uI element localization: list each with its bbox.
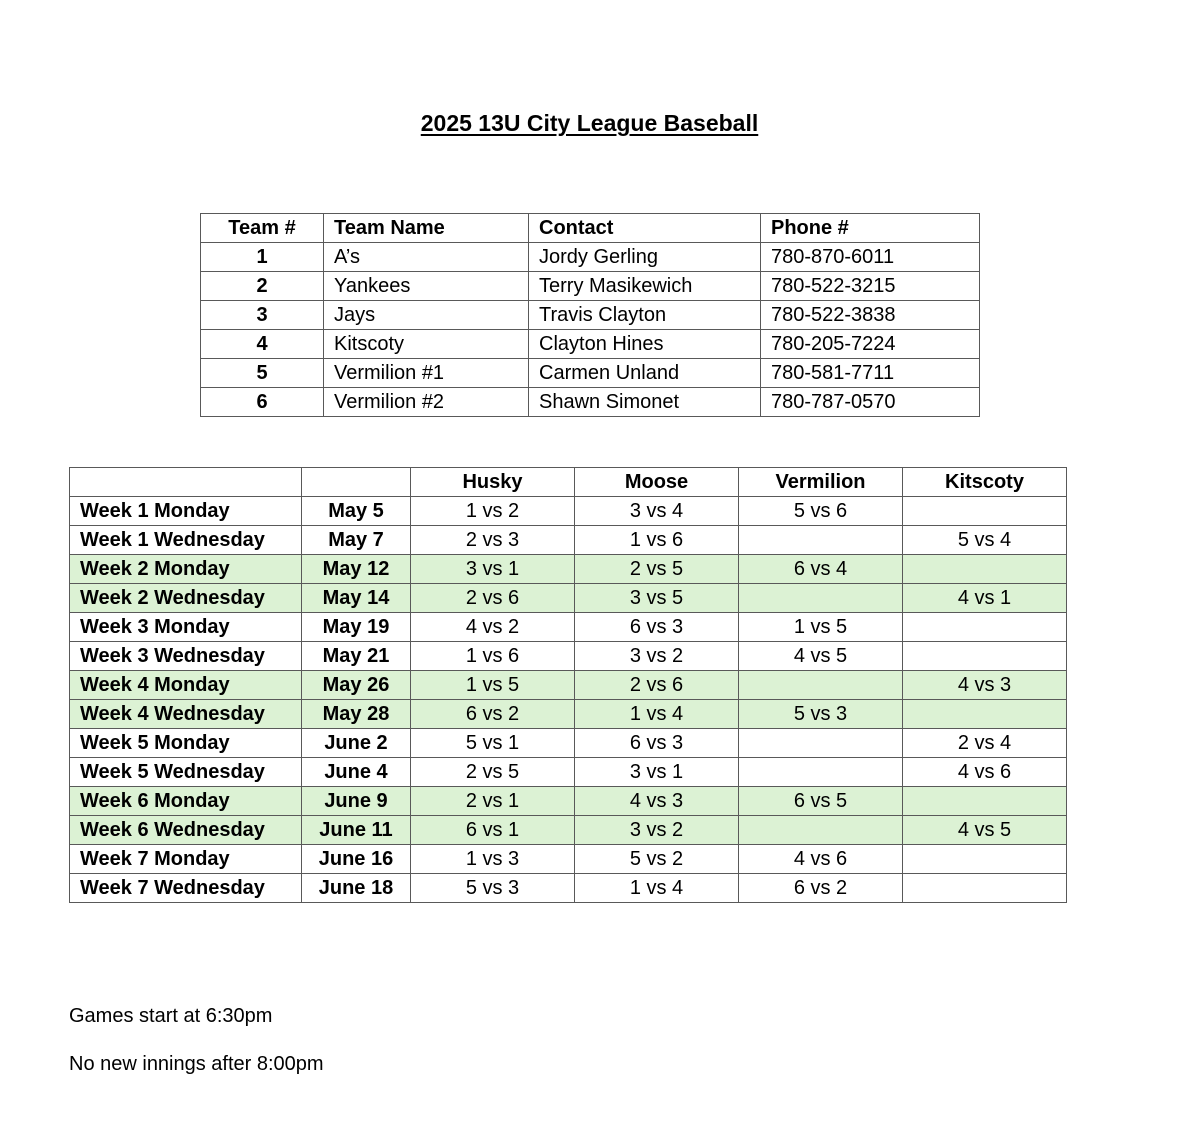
- vermilion-game-cell: [739, 526, 903, 555]
- moose-game-cell: 3 vs 5: [575, 584, 739, 613]
- table-row: [201, 243, 980, 272]
- teams-header-phone: Phone #: [761, 214, 980, 243]
- contact-cell: Travis Clayton: [529, 301, 761, 330]
- husky-game-cell: 6 vs 1: [411, 816, 575, 845]
- husky-game-cell: 2 vs 5: [411, 758, 575, 787]
- kitscoty-game-cell: 4 vs 6: [903, 758, 1067, 787]
- vermilion-game-cell: 4 vs 6: [739, 845, 903, 874]
- date-cell: May 7: [302, 526, 411, 555]
- schedule-header-week: [70, 468, 302, 497]
- husky-game-cell: 1 vs 5: [411, 671, 575, 700]
- vermilion-game-cell: 6 vs 2: [739, 874, 903, 903]
- kitscoty-game-cell: [903, 555, 1067, 584]
- kitscoty-game-cell: [903, 642, 1067, 671]
- moose-game-cell: 4 vs 3: [575, 787, 739, 816]
- vermilion-game-cell: 6 vs 5: [739, 787, 903, 816]
- kitscoty-game-cell: 4 vs 3: [903, 671, 1067, 700]
- contact-cell: Jordy Gerling: [529, 243, 761, 272]
- table-row: [70, 758, 1067, 787]
- table-row: [70, 642, 1067, 671]
- husky-game-cell: 1 vs 3: [411, 845, 575, 874]
- schedule-header-kitscoty: Kitscoty: [903, 468, 1067, 497]
- teams-header-row: [201, 214, 980, 243]
- date-cell: May 28: [302, 700, 411, 729]
- date-cell: May 19: [302, 613, 411, 642]
- moose-game-cell: 3 vs 2: [575, 642, 739, 671]
- phone-cell: 780-787-0570: [761, 388, 980, 417]
- husky-game-cell: 1 vs 2: [411, 497, 575, 526]
- week-cell: Week 5 Wednesday: [70, 758, 302, 787]
- week-cell: Week 6 Wednesday: [70, 816, 302, 845]
- team-name-cell: Yankees: [324, 272, 529, 301]
- vermilion-game-cell: [739, 671, 903, 700]
- moose-game-cell: 1 vs 6: [575, 526, 739, 555]
- kitscoty-game-cell: [903, 787, 1067, 816]
- moose-game-cell: 1 vs 4: [575, 700, 739, 729]
- kitscoty-game-cell: [903, 700, 1067, 729]
- note-start-time: Games start at 6:30pm: [69, 1005, 273, 1027]
- week-cell: Week 4 Monday: [70, 671, 302, 700]
- table-row: [201, 272, 980, 301]
- date-cell: June 18: [302, 874, 411, 903]
- kitscoty-game-cell: [903, 497, 1067, 526]
- husky-game-cell: 6 vs 2: [411, 700, 575, 729]
- vermilion-game-cell: [739, 729, 903, 758]
- kitscoty-game-cell: [903, 613, 1067, 642]
- kitscoty-game-cell: [903, 845, 1067, 874]
- kitscoty-game-cell: 4 vs 1: [903, 584, 1067, 613]
- team-name-cell: Kitscoty: [324, 330, 529, 359]
- table-row: [70, 816, 1067, 845]
- note-innings-limit: No new innings after 8:00pm: [69, 1053, 324, 1075]
- table-row: [70, 555, 1067, 584]
- team-number-cell: 3: [201, 301, 324, 330]
- table-row: [70, 787, 1067, 816]
- table-row: [70, 874, 1067, 903]
- week-cell: Week 2 Wednesday: [70, 584, 302, 613]
- table-row: [70, 613, 1067, 642]
- husky-game-cell: 3 vs 1: [411, 555, 575, 584]
- moose-game-cell: 3 vs 2: [575, 816, 739, 845]
- date-cell: June 11: [302, 816, 411, 845]
- teams-header-team-num: Team #: [201, 214, 324, 243]
- schedule-header-moose: Moose: [575, 468, 739, 497]
- date-cell: May 26: [302, 671, 411, 700]
- phone-cell: 780-522-3838: [761, 301, 980, 330]
- moose-game-cell: 5 vs 2: [575, 845, 739, 874]
- schedule-body: [70, 497, 1067, 903]
- kitscoty-game-cell: 2 vs 4: [903, 729, 1067, 758]
- phone-cell: 780-205-7224: [761, 330, 980, 359]
- vermilion-game-cell: 1 vs 5: [739, 613, 903, 642]
- schedule-header-row: [70, 468, 1067, 497]
- date-cell: June 2: [302, 729, 411, 758]
- team-name-cell: A’s: [324, 243, 529, 272]
- week-cell: Week 7 Wednesday: [70, 874, 302, 903]
- week-cell: Week 2 Monday: [70, 555, 302, 584]
- table-row: [70, 729, 1067, 758]
- moose-game-cell: 6 vs 3: [575, 729, 739, 758]
- week-cell: Week 6 Monday: [70, 787, 302, 816]
- phone-cell: 780-522-3215: [761, 272, 980, 301]
- teams-body: [201, 243, 980, 417]
- husky-game-cell: 4 vs 2: [411, 613, 575, 642]
- table-row: [70, 584, 1067, 613]
- document-title: 2025 13U City League Baseball: [420, 110, 759, 136]
- table-row: [70, 497, 1067, 526]
- date-cell: June 4: [302, 758, 411, 787]
- table-row: [201, 301, 980, 330]
- team-number-cell: 6: [201, 388, 324, 417]
- teams-table: [200, 213, 980, 417]
- husky-game-cell: 2 vs 3: [411, 526, 575, 555]
- kitscoty-game-cell: [903, 874, 1067, 903]
- contact-cell: Carmen Unland: [529, 359, 761, 388]
- table-row: [70, 700, 1067, 729]
- moose-game-cell: 3 vs 4: [575, 497, 739, 526]
- vermilion-game-cell: [739, 816, 903, 845]
- moose-game-cell: 2 vs 5: [575, 555, 739, 584]
- week-cell: Week 1 Monday: [70, 497, 302, 526]
- week-cell: Week 5 Monday: [70, 729, 302, 758]
- team-number-cell: 1: [201, 243, 324, 272]
- date-cell: June 9: [302, 787, 411, 816]
- husky-game-cell: 5 vs 1: [411, 729, 575, 758]
- vermilion-game-cell: [739, 584, 903, 613]
- date-cell: May 21: [302, 642, 411, 671]
- date-cell: May 14: [302, 584, 411, 613]
- vermilion-game-cell: 4 vs 5: [739, 642, 903, 671]
- table-row: [201, 359, 980, 388]
- kitscoty-game-cell: 4 vs 5: [903, 816, 1067, 845]
- date-cell: May 12: [302, 555, 411, 584]
- team-name-cell: Jays: [324, 301, 529, 330]
- husky-game-cell: 2 vs 6: [411, 584, 575, 613]
- table-row: [201, 330, 980, 359]
- moose-game-cell: 1 vs 4: [575, 874, 739, 903]
- husky-game-cell: 1 vs 6: [411, 642, 575, 671]
- husky-game-cell: 5 vs 3: [411, 874, 575, 903]
- contact-cell: Shawn Simonet: [529, 388, 761, 417]
- date-cell: June 16: [302, 845, 411, 874]
- moose-game-cell: 3 vs 1: [575, 758, 739, 787]
- schedule-header-date: [302, 468, 411, 497]
- contact-cell: Terry Masikewich: [529, 272, 761, 301]
- husky-game-cell: 2 vs 1: [411, 787, 575, 816]
- teams-header-contact: Contact: [529, 214, 761, 243]
- week-cell: Week 3 Wednesday: [70, 642, 302, 671]
- team-name-cell: Vermilion #2: [324, 388, 529, 417]
- schedule-header-husky: Husky: [411, 468, 575, 497]
- week-cell: Week 3 Monday: [70, 613, 302, 642]
- team-number-cell: 4: [201, 330, 324, 359]
- vermilion-game-cell: 6 vs 4: [739, 555, 903, 584]
- phone-cell: 780-870-6011: [761, 243, 980, 272]
- kitscoty-game-cell: 5 vs 4: [903, 526, 1067, 555]
- table-row: [70, 845, 1067, 874]
- vermilion-game-cell: 5 vs 6: [739, 497, 903, 526]
- moose-game-cell: 6 vs 3: [575, 613, 739, 642]
- team-name-cell: Vermilion #1: [324, 359, 529, 388]
- phone-cell: 780-581-7711: [761, 359, 980, 388]
- week-cell: Week 4 Wednesday: [70, 700, 302, 729]
- schedule-table: [69, 467, 1067, 903]
- schedule-header-vermilion: Vermilion: [739, 468, 903, 497]
- moose-game-cell: 2 vs 6: [575, 671, 739, 700]
- week-cell: Week 1 Wednesday: [70, 526, 302, 555]
- vermilion-game-cell: 5 vs 3: [739, 700, 903, 729]
- team-number-cell: 2: [201, 272, 324, 301]
- team-number-cell: 5: [201, 359, 324, 388]
- table-row: [201, 388, 980, 417]
- date-cell: May 5: [302, 497, 411, 526]
- teams-header-team-name: Team Name: [324, 214, 529, 243]
- contact-cell: Clayton Hines: [529, 330, 761, 359]
- table-row: [70, 671, 1067, 700]
- week-cell: Week 7 Monday: [70, 845, 302, 874]
- table-row: [70, 526, 1067, 555]
- vermilion-game-cell: [739, 758, 903, 787]
